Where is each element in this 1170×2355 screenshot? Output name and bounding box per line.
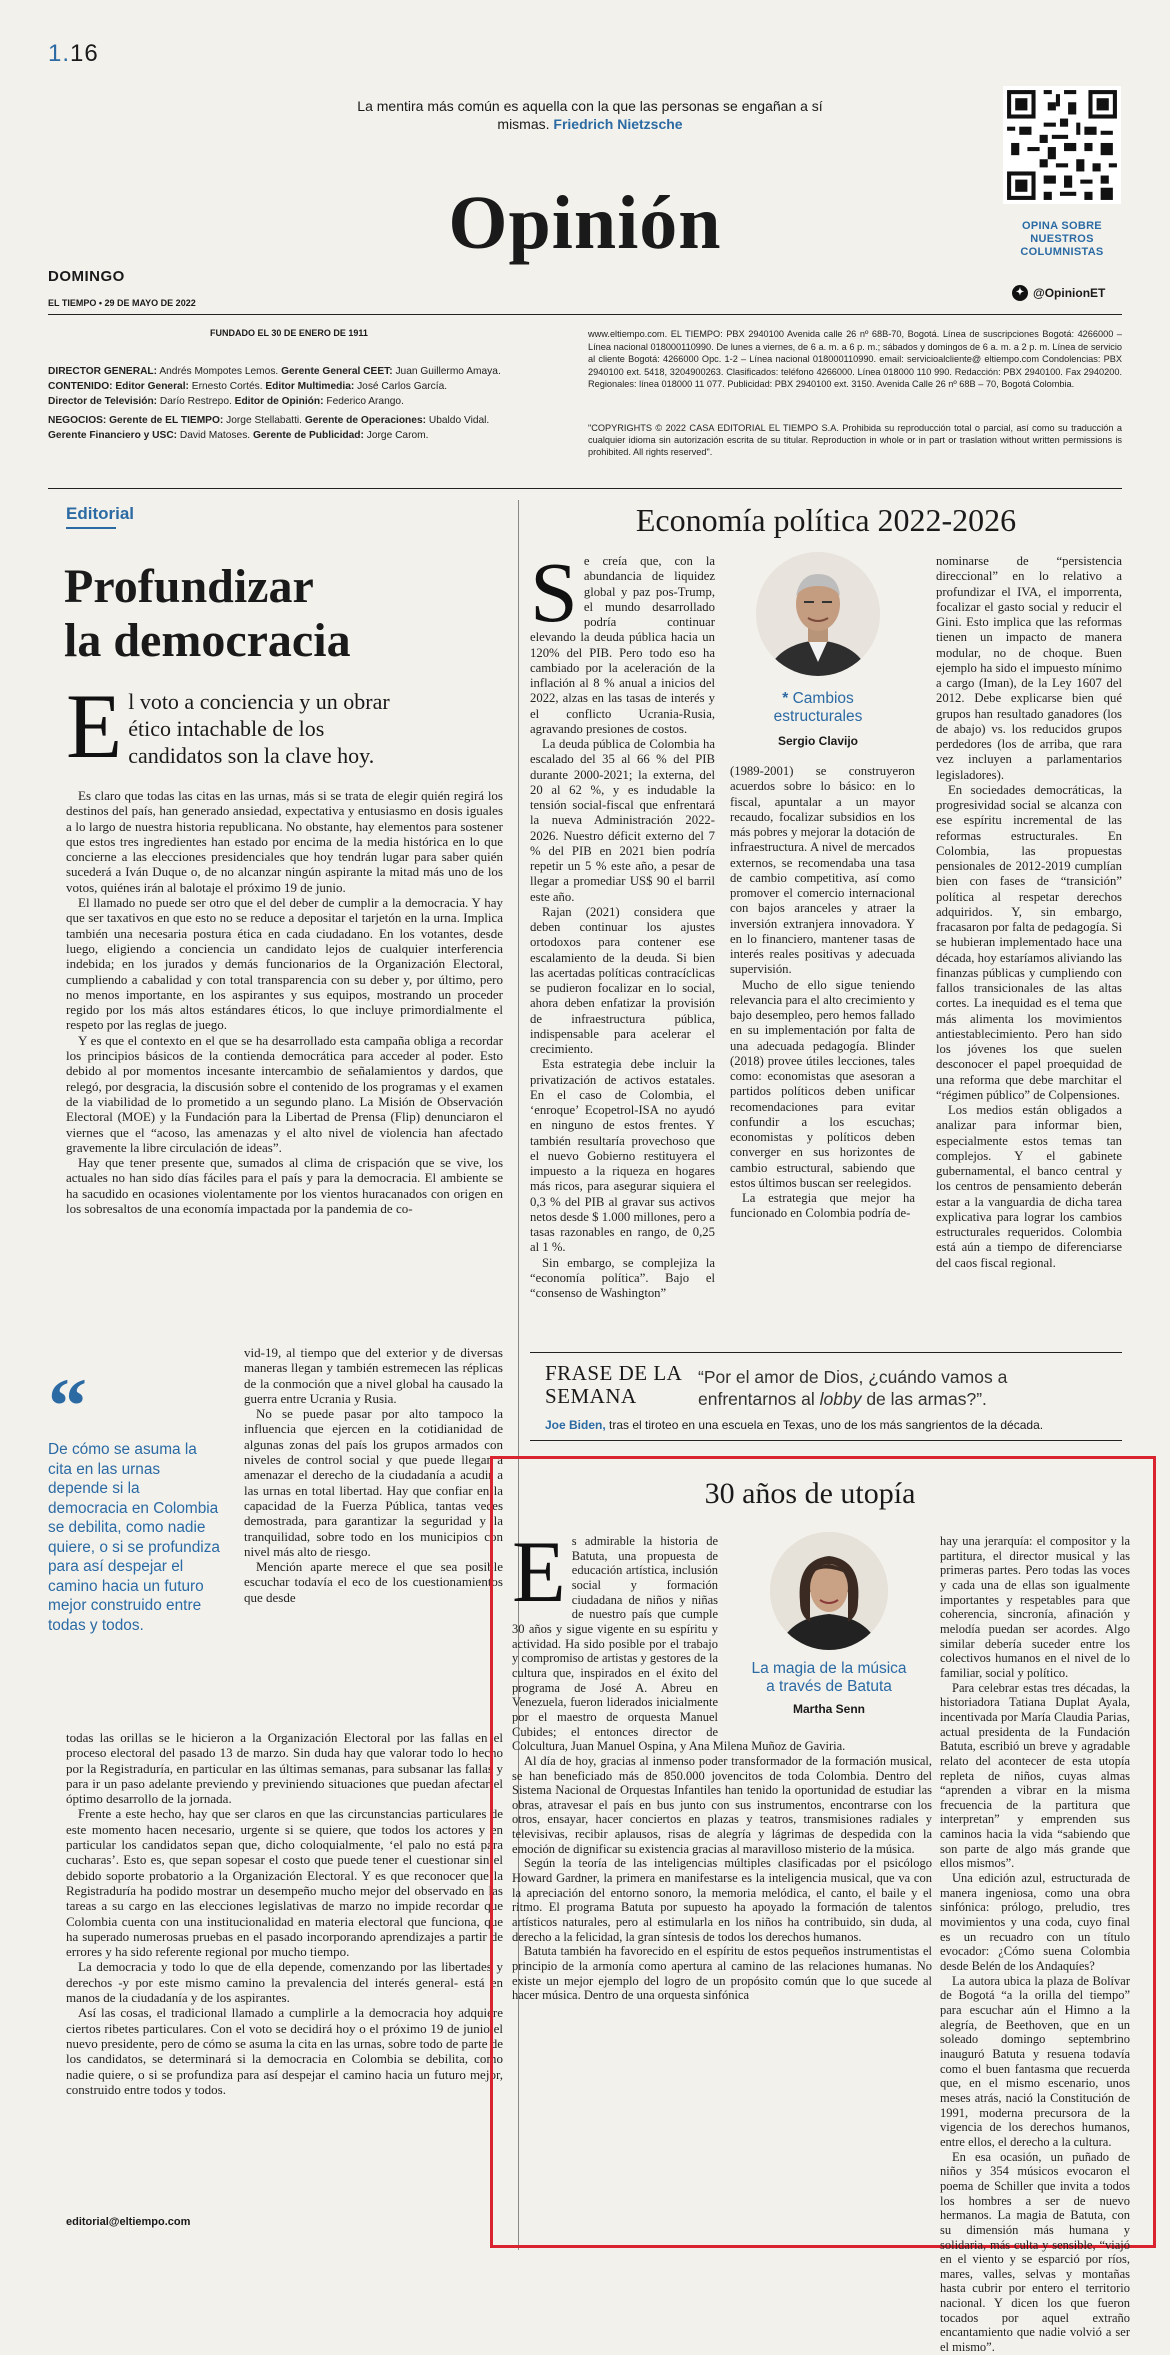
editorial-pullquote — [48, 1362, 223, 1635]
page-number-value: 16 — [70, 40, 99, 67]
masthead-line-4: NEGOCIOS: Gerente de EL TIEMPO: Jorge Stellabatti. Gerente de Operaciones: Ubaldo Vidal. — [48, 415, 490, 426]
portrait-icon — [756, 552, 880, 676]
editorial-body-top: Es claro que todas las citas en las urnas, más si se trata de elegir quién regirá los destinos del país, han generado ansiedad, expectativa y entusiasmo en dosis iguales a lo largo de nuestra historia republicana. No obstante, hay elementos para sostener que estos tres ingredientes han estado por encima de la media histórica en lo que concierne a las elecciones presidenciales que hoy tendrán lugar para saber quién sucederá a Iván Duque o, de no alcanzar ningún aspirante la mitad más uno de los votos, quiénes irán al balotaje el próximo 19 de junio. El llamado no puede ser otro que el del deber de cumplir a la democracia. Y hay que ser taxativos en que esto no se reduce a depositar el tarjetón en la urna. Implica también una necesaria postura ética en cada ciudadano. En los votantes, desde luego, eligiendo a conciencia un candidato lejos de cualquier interferencia indebida; en los jurados y demás funcionarios de la Organización Electoral, cumpliendo a cabalidad y con total transparencia con su deber y, por último, pero no menos importante, en los aspirantes y sus equipos, mostrando un proceder regido por los más altos estándares éticos, lo que incluye primordialmente el respeto por las reglas de juego. Y es que el contexto en el que se ha desarrollado esta campaña obliga a recordar los principios básicos de la contienda democrática para acceder al poder. Esto debido al por momentos incesante intercambio de señalamientos y dardos, que relegó, por desgracia, la discusión sobre el contenido de los programas y el examen de la viabilidad de lo prometido a un segundo plano. La Misión de Observación Electoral (MOE) y la Fundación para la Libertad de Prensa (Flip) denunciaron el viernes que el “acoso, las amenazas y el alto nivel de violencia han afectado gravemente la libre circulación de ideas”. Hay que tener presente que, sumados al clima de crispación que se vive, los actuales no han sido días fáciles para el país y para la democracia. El ambiente se ha sacudido en ocasiones violentamente por los vientos huracanados con origen en los sobresaltos de una economía impactada por la pandemia de co- — [66, 788, 503, 1217]
economia-col-3: nominarse de “persistencia direccional” en lo relativo a profundizar el IVA, el imporrenta, focalizar el gasto social y reducir el Gini. Esto implica que las reformas tienen un impacto de manera modular, no de choque. Buen ejemplo ha sido el impuesto mínimo a cargo (Iman), de la Ley 1607 del 2012. Debe explicarse bien qué grupos han resultado ganadores (los de abajo) vs. los reducidos grupos perdedores (los de arriba, que rara vez incluyen a parlamentarios legisladores). En sociedades democráticas, la progresividad social se alcanza con ese espíritu incremental de las reformas estructurales. En Colombia, las propuestas pensionales de 2012-2019 cumplían bien con fases de “transición” política al respetar derechos adquiridos. Y, sin embargo, fracasaron por falta de pedagogía. Si se hubieran implementado hace una década, hoy estaríamos aliviando las finanzas públicas y cumpliendo con fallos transicionales de las altas cortes. La inequidad es el tema que más alimenta los movimientos antiestablecimiento. Pero han sido los jóvenes los que suelen desconocer el papel proequidad de una reforma que debe marchitar el “régimen público” de Colpensiones. Los medios están obligados a analizar para informar bien, especialmente estos temas tan complejos. Y el gabinete gubernamental, el banco central y los centros de pensamiento deberán estar a la vanguardia de dicha tarea explicativa para lograr los cambios estructurales requeridos. Colombia está aún a tiempo de diferenciarse del caos fiscal regional. — [936, 554, 1123, 1270]
header-quote — [330, 97, 850, 133]
qr-code[interactable] — [1003, 86, 1121, 204]
header-quote-author: Friedrich Nietzsche — [553, 116, 683, 132]
masthead-line-1: DIRECTOR GENERAL: Andrés Mompotes Lemos. Gerente General CEET: Juan Guillermo Amaya. — [48, 366, 501, 377]
economia-asterisk: * — [782, 690, 789, 707]
masthead-rule — [48, 488, 1122, 489]
masthead-line-2: CONTENIDO: Editor General: Ernesto Cortés. Editor Multimedia: José Carlos García. — [48, 381, 448, 392]
editorial-title — [64, 560, 351, 668]
editorial-lead — [66, 675, 418, 777]
masthead-contact: www.eltiempo.com. EL TIEMPO: PBX 2940100 Avenida calle 26 nº 68B-70, Bogotá. Línea de suscripciones Bogotá: 4266000 – Línea nacional 018000110990. De lunes a viernes, de 6 a. m. a 6 p. m.; sábados y domingos de 6 a. m. a 2 p. m. Línea de servicio al cliente Bogotá: 4266000 Opc. 1-2 – Línea nacional 018000110990. email: servicioalcliente@ eltiempo.com Condolencias: PBX 2940100 ext. 5418, 3204900263. Clasificados: teléfono 4266000. Línea 018000 110 990. Redacción: PBX 2940100. Fax 2940200. Regionales: línea 018000 11 077. Publicidad: PBX 2940100 ext. 3150. Avenida Calle 26 nº 68B – 70, Bogotá Colombia. — [588, 329, 1122, 389]
economia-dropcap: S — [530, 544, 578, 640]
day-label: DOMINGO — [48, 268, 125, 285]
utopia-column-name: La magia de la música a través de Batuta — [751, 1660, 907, 1695]
frase-context: tras el tiroteo en una escuela en Texas, uno de los más sangrientos de la década. — [605, 1418, 1044, 1432]
qr-code-icon — [1003, 86, 1121, 204]
qr-caption: OPINA SOBRE NUESTROS COLUMNISTAS — [1020, 220, 1104, 258]
founded-line: FUNDADO EL 30 DE ENERO DE 1911 — [210, 328, 368, 338]
economia-col-2: (1989-2001) se construyeron acuerdos sobre lo básico: en lo fiscal, apuntalar a un mayor recaudo, focalizar subsidios en los más pobres y mejorar la dotación de infraestructura. A nivel de mercados externos, se recomendaba una tasa de cambio competitiva, así como promover el comercio internacional con bajos aranceles y atraer la inversión extranjera innovadora. Y en lo financiero, mantener tasas de interés reales positivas y adecuada supervisión. Mucho de ello sigue teniendo relevancia para el alto crecimiento y bajo desempleo, pero hemos fallado en su implementación por falta de una adecuada pedagogía. Blinder (2018) provee útiles lecciones, tales como: economistas que asesoran a partidos políticos deben unificar recomendaciones para evitar confundir a los escuchas; economistas y políticos deben converger en sus horizontes de cambio estructural, sabiendo que estos últimos buscan ser reelegidos. La estrategia que mejor ha funcionado en Colombia podría de- — [730, 764, 915, 1221]
masthead-credits — [48, 364, 568, 443]
economia-col-1: Se creía que, con la abundancia de liquidez global y paz pos-Trump, el mundo desarrollado podría continuar elevando la deuda pública hacia un 120% del PIB. Pero todo eso ha cambiado por la aceleración de la inflación al 8 % anual a inicios del 2022, alzas en las tasas de interés y el conflicto Ucrania-Rusia, agravando presiones de costos. La deuda pública de Colombia ha escalado del 35 al 66 % del PIB durante 2000-2021; la externa, del 20 al 62 %, y es indudable la tensión social-fiscal que enfrentará la nueva Administración 2022-2026. Nuestro déficit externo del 7 % del PIB en 2021 bien podría repetir un 5 % este año, a pesar de llegar a promediar US$ 90 el barril este año. Rajan (2021) considera que deben continuar los ajustes ortodoxos para contener ese escalamiento de la deuda. Si bien las acertadas políticas contracíclicas se pudieron focalizar en lo social, ahora deben enfatizar la provisión de infraestructura pública, indispensable para acelerar el crecimiento. Esta estrategia debe incluir la privatización de activos estatales. En el caso de Colombia, el ‘enroque’ Ecopetrol-ISA no ayudó en ninguno de estos frentes. Y también resultaría provechoso que el nuevo Gobierno restituyera el impuesto a la riqueza en hogares más ricos, para asegurar siquiera el 0,3 % del PIB al gravar sus activos netos desde $ 1.000 millones, pero a tasas razonables en rango, de 0,25 al 1 %. Sin embargo, se complejiza la “economía política”. Bajo el “consenso de Washington” — [530, 544, 715, 1300]
editorial-title-line-1: Profundizar — [64, 560, 314, 613]
editorial-title-line-2: la democracia — [64, 614, 351, 667]
editorial-kicker-rule — [66, 527, 116, 529]
frase-attribution — [545, 1418, 1125, 1433]
utopia-title: 30 años de utopía — [704, 1477, 916, 1510]
pullquote-text: De cómo se asuma la cita en las urnas depende si la democracia en Colombia se debilita, como nadie quiere, o si se profundiza para así despejar el camino hacia un futuro mejor construido entre todas y todos. — [48, 1441, 220, 1634]
twitter-icon: ✦ — [1012, 285, 1028, 301]
date-line: EL TIEMPO • 29 DE MAYO DE 2022 — [48, 298, 196, 308]
editorial-lead-text: l voto a conciencia y un obrar ético intachable de los candidatos son la clave hoy. — [128, 689, 390, 768]
header-quote-text: La mentira más común es aquella con la que las personas se engañan a sí mismas. — [357, 98, 823, 132]
utopia-col-2: hay una jerarquía: el compositor y la partitura, el director musical y las primeras partes. Pero todas las voces y cada una de ellas son igualmente importantes y respetables para que coherencia, sincronía, afinación y melodía puedan ser acordes. Algo similar debería suceder entre los colectivos humanos en el nivel de lo familiar, social y político. Para celebrar estas tres décadas, la historiadora Tatiana Duplat Ayala, incentivada por María Claudia Parias, actual presidenta de la Fundación Batuta, escribió un breve y agradable relato del acontecer de esta utopía repleta de niños, cuyas almas “aprenden a vibrar en la misma frecuencia de la partitura que interpretan” y emprenden sus caminos hacia la vida “sabiendo que son parte de algo más grande que ellos mismos”. Una edición azul, estructurada de manera ingeniosa, como una obra sinfónica: prólogo, preludio, tres movimientos y una coda, cuyo final es un recuadro con un título evocador: ¿Cómo suena Colombia desde Belén de los Andaquíes? La autora ubica la plaza de Bolívar de Bogotá “a la orilla del tiempo” para escuchar aún el Himno a la alegría, de Beethoven, que en un soleado domingo septembrino inauguró Batuta y resuena todavía como el buen fantasma que recuerda que, en el mismo escenario, unos meses atrás, nació la Constitución de 1991, moderna precursora de la vigencia de los derechos humanos, entre ellos, el derecho a la cultura. En esa ocasión, un puñado de niños y 354 músicos evocaron el poema de Schiller que invita a todos los hombres a ser de nuevo hermanos. La magia de Batuta, con su dimensión más humana y solidaria, más culta y sensible, “viajó en el viento y se esparció por ríos, mares, valles, selvas y montañas hasta cubrir por entero el territorio nacional. Y dicen los que fueron tocados por aquel extraño encantamiento que nadie volvió a ser el mismo”. — [940, 1534, 1130, 2355]
header-rule — [48, 314, 1122, 315]
masthead-copyright: "COPYRIGHTS © 2022 CASA EDITORIAL EL TIEMPO S.A. Prohibida su reproducción total o parcial, así como su traducción a cualquier idioma sin autorización escrita de su titular. Reproduction in whole or in part or traslation without written permissions is prohibited. All rights reserved". — [588, 423, 1122, 457]
clavijo-photo — [756, 552, 880, 676]
economia-title: Economía política 2022-2026 — [635, 502, 1017, 538]
page-number — [48, 40, 99, 68]
economia-author: Sergio Clavijo — [777, 734, 859, 748]
utopia-dropcap: E — [512, 1524, 566, 1621]
frase-label: FRASE DE LA SEMANA — [545, 1361, 683, 1408]
masthead-line-5: Gerente Financiero y USC: David Matoses. Gerente de Publicidad: Jorge Carom. — [48, 430, 429, 441]
economia-column-name: * Cambios estructurales — [773, 690, 863, 725]
utopia-col-1: Es admirable la historia de Batuta, una propuesta de educación artística, inclusión social y formación ciudadana de niños y niñas de nuestro país que cumple 30 años y sigue vigente en su espíritu y actividad. Ha sido posible por el trabajo y compromiso de artistas y gestores de la cultura que, inspirados en el éxito del programa de José A. Abreu en Venezuela, fueron liderados inicialmente por el maestro de orquesta Manuel Cubides; el entonces director de Colcultura, Juan Manuel Ospina, y Ana Milena Muñoz de Gaviria. Al día de hoy, gracias al inmenso poder transformador de la formación musical, se han beneficiado más de 850.000 jovencitos de toda Colombia. Dentro del Sistema Nacional de Orquestas Infantiles han tenido la oportunidad de estudiar las obras, atravesar el país en bus junto con sus instrumentos, encontrarse con los otros, ensayar, hacer conciertos en plazas y teatros, transmisiones radiales y televisivas, recibir aplausos, risas de alegría y lágrimas de despedida con la emoción de dignificar su existencia gracias al maravilloso misterio de la música. Según la teoría de las inteligencias múltiples clasificadas por el psicólogo Howard Gardner, la primera en manifestarse es la inteligencia musical, que va con la apreciación del entorno sonoro, la memoria melódica, el canto, el baile y el ritmo. El programa Batuta por supuesto ha apoyado la formación de talentos artísticos naturales, pero al estimularla en los niños ha contribuido, sin duda, al derecho a la felicidad, la gran síntesis de todos los derechos humanos. Batuta también ha favorecido en el espíritu de estos pequeños instrumentistas el principio de la armonía como apertura al camino de las relaciones humanas. No existe un mejor ejemplo del logro de un propósito común que lo que sucede al hacer música. Dentro de una orquesta sinfónica — [512, 1524, 932, 2003]
page-number-prefix: 1. — [48, 40, 71, 67]
frase-rule-bottom — [530, 1440, 1122, 1441]
editorial-body-mid: vid-19, al tiempo que del exterior y de diversas maneras llegan y también estremecen las réplicas de la conmoción que a nivel global ha causado la guerra entre Ucrania y Rusia. No se puede pasar por alto tampoco la influencia que ejercen en la cotidianidad de algunas zonas del país los grupos armados con niveles de control social y que puede llegar a amenazar el derecho de la ciudadanía a acudir a las urnas en total libertad. Hay que confiar en la capacidad de la Fuerza Pública, tantas veces demostrada, para garantizar la seguridad y la tranquilidad, sobre todo en los municipios con nivel más alto de riesgo. Mención aparte merece el que sea posible escuchar todavía el eco de los cuestionamientos que desde — [244, 1345, 503, 1605]
frase-quote: “Por el amor de Dios, ¿cuándo vamos a enfrentarnos al lobby de las armas?”. — [698, 1367, 1008, 1409]
frase-rule-top — [530, 1352, 1122, 1353]
masthead-line-3: Director de Televisión: Darío Restrepo. Editor de Opinión: Federico Arango. — [48, 396, 404, 407]
section-title: Opinión — [448, 181, 722, 265]
twitter-handle: @OpinionET — [1033, 286, 1106, 300]
editorial-email[interactable]: editorial@eltiempo.com — [66, 2216, 191, 2228]
editorial-kicker: Editorial — [66, 504, 135, 523]
portrait-spacer — [718, 1534, 932, 1734]
frase-person: Joe Biden, — [545, 1418, 606, 1432]
editorial-body-bottom: todas las orillas se le hicieron a la Organización Electoral por las fallas en el proceso electoral del pasado 13 de marzo. Sin duda hay que valorar todo lo hecho por la Registraduría, en particular en las últimas semanas, para subsanar las fallas y para ir un paso adelante previendo y previniendo situaciones que puedan afectar el óptimo desarrollo de la jornada. Frente a este hecho, hay que ser claros en que las circunstancias particulares de este momento hacen necesario, urgente si se quiere, que todos los actores y en particular los candidatos sepan que, dicho coloquialmente, ‘el palo no está para cucharas’. Esto es, que sepan sopesar el costo que puede tener el cuestionar sin el debido soporte probatorio a la Organización Electoral. Y es que reconocer que la Registraduría ha podido mostrar un desempeño mucho mejor del observado en las tareas a su cargo en las elecciones legislativas de marzo no impide recordar que Colombia cuenta con una institucionalidad en materia electoral que funciona, que ha superado numerosas pruebas en el pasado incorporando aprendizajes a partir de errores y ha sido referente regional por mucho tiempo. La democracia y todo lo que de ella depende, comenzando por las libertades y derechos -y por este mismo camino la prevalencia del interés general- está en manos de la ciudadanía y de los aspirantes. Así las cosas, el tradicional llamado a cumplirle a la democracia hoy adquiere ciertos ribetes particulares. Con el voto se decidirá hoy o el próximo 19 de junio el nuevo presidente, pero de cómo se asuma la cita en las urnas, sobre todo de parte de los candidatos, se determinará si la democracia en Colombia se debilita, como nadie quiere, o si se profundiza para así despejar el camino hacia un futuro mejor, construido entre todos y todos. — [66, 1730, 503, 2097]
twitter-link[interactable] — [1012, 285, 1105, 301]
utopia-author: Martha Senn — [792, 1702, 865, 1716]
editorial-lead-dropcap: E — [66, 675, 123, 777]
quote-marks-icon: “ — [48, 1362, 87, 1449]
